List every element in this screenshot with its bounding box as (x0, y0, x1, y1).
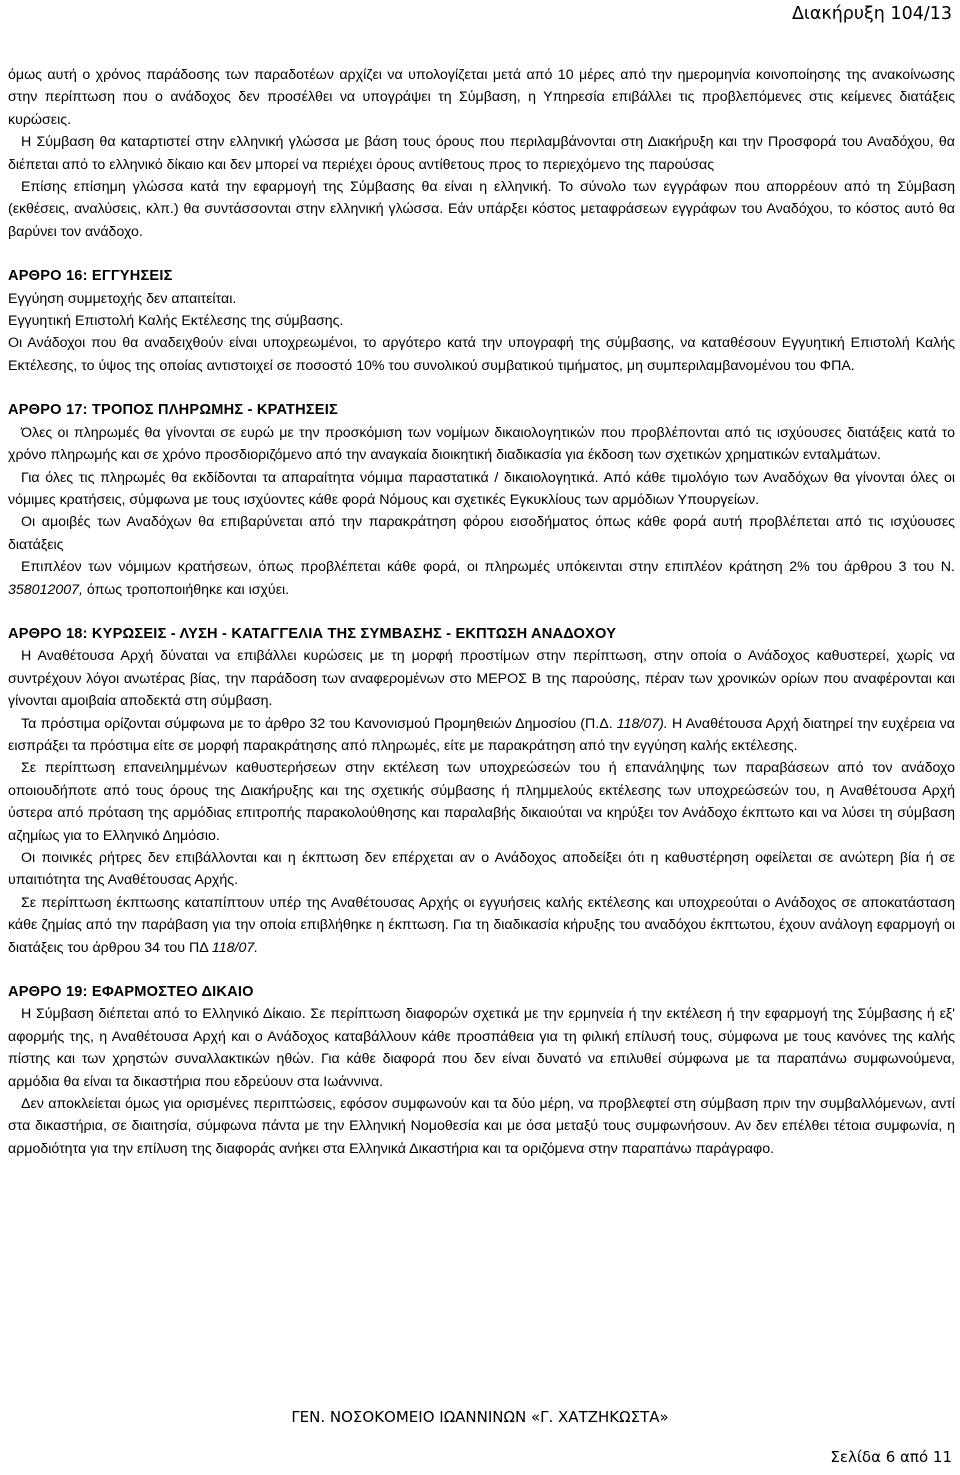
text-run: Σε περίπτωση έκπτωσης καταπίπτουν υπέρ της Αναθέτουσας Αρχής οι εγγυήσεις καλής εκτέλεσης και υποχρεούται ο Ανάδοχος σε αποκατάσταση κάθε ζημίας από την παράβαση για την οποία επιβλήθηκε η έκπτωση. Για τη διαδικασία κήρυξης του αναδόχου έκπτωτου, έχουν ανάλογη εφαρμογή οι διατάξεις του άρθρου 34 του ΠΔ (8, 894, 955, 956)
law-number: 358012007, (8, 581, 83, 598)
paragraph: Η Αναθέτουσα Αρχή δύναται να επιβάλλει κυρώσεις με τη μορφή προστίμων στην περίπτωση, στην οποία ο Ανάδοχος καθυστερεί, χωρίς να συντρέχουν λόγοι ανωτέρας βίας, την παράδοση των αναφερομένων στο ΜΕΡΟΣ Β της παρούσης, πέραν των χρονικών ορίων που αναφέρονται και γίνονται αμοιβαία αποδεκτά στη σύμβαση. (8, 648, 955, 710)
text-run: Επιπλέον των νόμιμων κρατήσεων, όπως προβλέπεται κάθε φορά, οι πληρωμές υπόκεινται στην επιπλέον κράτηση 2% του άρθρου 3 του Ν. (21, 559, 955, 576)
text-run: Η Αναθέτουσα Αρχή διατηρεί την ευχέρεια να εισπράξει τα πρόστιμα είτε σε μορφή παρακράτησης από πληρωμές, είτε με παρακράτηση από την εγγύηση καλής εκτέλεσης. (8, 715, 955, 754)
page-number: Σελίδα 6 από 11 (830, 1448, 952, 1466)
paragraph: Οι Ανάδοχοι που θα αναδειχθούν είναι υποχρεωμένοι, το αργότερο κατά την υπογραφή της σύμβασης, να καταθέσουν Εγγυητική Επιστολή Καλής Εκτέλεσης, το ύψος της οποίας αντιστοιχεί σε ποσοστό 10% του συνολικού συμβατικού τιμήματος, μη συμπεριλαμβανομένου του ΦΠΑ. (8, 335, 955, 374)
article-17-heading: ΑΡΘΡΟ 17: ΤΡΟΠΟΣ ΠΛΗΡΩΜΗΣ - ΚΡΑΤΗΣΕΙΣ (8, 402, 338, 419)
paragraph: όμως αυτή ο χρόνος παράδοσης των παραδοτέων αρχίζει να υπολογίζεται μετά από 10 μέρες από την ημερομηνία κοινοποίησης της ανακοίνωσης στην περίπτωση που ο ανάδοχος δεν προσέλθει να υπογράψει τη Σύμβαση, η Υπηρεσία επιβάλλει τις προβλεπόμενες στις κείμενες διατάξεις κυρώσεις. (8, 67, 955, 128)
paragraph (8, 713, 955, 758)
paragraph: Επίσης επίσημη γλώσσα κατά την εφαρμογή της Σύμβασης θα είναι η ελληνική. Το σύνολο των εγγράφων που απορρέουν από τη Σύμβαση (εκθέσεις, αναλύσεις, κλπ.) θα συντάσσονται στην ελληνική γλώσσα. Εάν υπάρξει κόστος μεταφράσεων εγγράφων του Αναδόχου, το κόστος αυτό θα βαρύνει τον ανάδοχο. (8, 179, 955, 240)
paragraph: Οι αμοιβές των Αναδόχων θα επιβαρύνεται από την παρακράτηση φόρου εισοδήματος όπως κάθε φορά αυτή προβλέπεται από τις ισχύουσες διατάξεις (8, 514, 955, 553)
paragraph: Όλες οι πληρωμές θα γίνονται σε ευρώ με την προσκόμιση των νομίμων δικαιολογητικών που προβλέπονται από τις ισχύουσες διατάξεις κατά το χρόνο πληρωμής και σε χρόνο προσδιοριζόμενο από την αναγκαία διοικητική διαδικασία για έκδοση των σχετικών χρηματικών ενταλμάτων. (8, 424, 955, 464)
paragraph: Δεν αποκλείεται όμως για ορισμένες περιπτώσεις, εφόσον συμφωνούν και τα δύο μέρη, να προβλεφτεί στη σύμβαση πριν την συμβαλλόμενων, αντί στα δικαστήρια, σε διαιτησία, σύμφωνα πάντα με την Ελληνική Νομοθεσία και με όσα μεταξύ τους συμφωνήσουν. Αν δεν επέλθει τέτοια συμφωνία, η αρμοδιότητα για την επίλυση της διαφοράς ανήκει στα Ελληνικά Δικαστήρια και τα οριζόμενα στην παραπάνω παράγραφο. (8, 1096, 955, 1157)
text-run: όπως τροποποιήθηκε και ισχύει. (86, 581, 290, 598)
paragraph: Εγγυητική Επιστολή Καλής Εκτέλεσης της σύμβασης. (8, 313, 344, 330)
text-run: Τα πρόστιμα ορίζονται σύμφωνα με το άρθρο 32 του Κανονισμού Προμηθειών Δημοσίου (Π.Δ. (21, 715, 613, 732)
paragraph (8, 556, 955, 601)
paragraph: Σε περίπτωση επανειλημμένων καθυστερήσεων στην εκτέλεση των υποχρεώσεών του ή επανάληψης των παραβάσεων από τον ανάδοχο οποιουδήποτε από τους όρους της Διακήρυξης και της σχετικής σύμβασης ή πλημμελούς εκτέλεσης των υποχρεώσεών του, η Αναθέτουσα Αρχή ύστερα από πρόταση της αρμόδιας επιτροπής παρακολούθησης και παραλαβής δικαιούται να κηρύξει τον Ανάδοχο έκπτωτο και να λύσει τη σύμβαση αζημίως για το Ελληνικό Δημόσιο. (8, 760, 955, 844)
paragraph: Εγγύηση συμμετοχής δεν απαιτείται. (8, 290, 237, 307)
paragraph: Η Σύμβαση θα καταρτιστεί στην ελληνική γλώσσα με βάση τους όρους που περιλαμβάνονται στη Διακήρυξη και την Προσφορά του Αναδόχου, θα διέπεται από το ελληνικό δίκαιο και δεν μπορεί να περιέχει όρους αντίθετους προς το περιεχόμενο της παρούσας (8, 134, 955, 173)
document-body (8, 64, 955, 1160)
paragraph: Η Σύμβαση διέπεται από το Ελληνικό Δίκαιο. Σε περίπτωση διαφορών σχετικά με την ερμηνεία ή την εκτέλεση ή την εφαρμογή της Σύμβασης ή εξ' αφορμής της, η Αναθέτουσα Αρχή και ο Ανάδοχος καταβάλλουν κάθε προσπάθεια για τη φιλική επίλυσή τους, σύμφωνα με τους κανόνες της καλής πίστης και των χρηστών συναλλακτικών ηθών. Για κάθε διαφορά που δεν είναι δυνατό να επιλυθεί σύμφωνα με τα παραπάνω συμφωνούμενα, αρμόδια θα είναι τα δικαστήρια που εδρεύουν στα Ιωάννινα. (8, 1006, 955, 1090)
paragraph: Για όλες τις πληρωμές θα εκδίδονται τα απαραίτητα νόμιμα παραστατικά / δικαιολογητικά. Από κάθε τιμολόγιο των Αναδόχων θα γίνονται όλες οι νόμιμες κρατήσεις, σύμφωνα με τους ισχύοντες κάθε φορά Νόμους και σχετικές Εγκυκλίους των αρμόδιων Υπουργείων. (8, 469, 955, 508)
page-footer: ΓΕΝ. ΝΟΣΟΚΟΜΕΙΟ ΙΩΑΝΝΙΝΩΝ «Γ. ΧΑΤΖΗΚΩΣΤΑ» (291, 1408, 669, 1426)
paragraph: Οι ποινικές ρήτρες δεν επιβάλλονται και η έκπτωση δεν επέρχεται αν ο Ανάδοχος αποδείξει ότι η καθυστέρηση οφείλεται σε ανώτερη βία ή σε υπαιτιότητα της Αναθέτουσας Αρχής. (8, 850, 955, 889)
page-header: Διακήρυξη 104/13 (791, 4, 952, 24)
decree-number: 118/07. (211, 939, 259, 956)
article-16-heading: ΑΡΘΡΟ 16: ΕΓΓΥΗΣΕΙΣ (8, 268, 173, 285)
decree-number: 118/07). (616, 715, 668, 732)
paragraph (8, 892, 955, 959)
article-19-heading: ΑΡΘΡΟ 19: ΕΦΑΡΜΟΣΤΕΟ ΔΙΚΑΙΟ (8, 984, 254, 1001)
article-18-heading: ΑΡΘΡΟ 18: ΚΥΡΩΣΕΙΣ - ΛΥΣΗ - ΚΑΤΑΓΓΕΛΙΑ ΤΗΣ ΣΥΜΒΑΣΗΣ - ΕΚΠΤΩΣΗ ΑΝΑΔΟΧΟΥ (8, 625, 617, 642)
